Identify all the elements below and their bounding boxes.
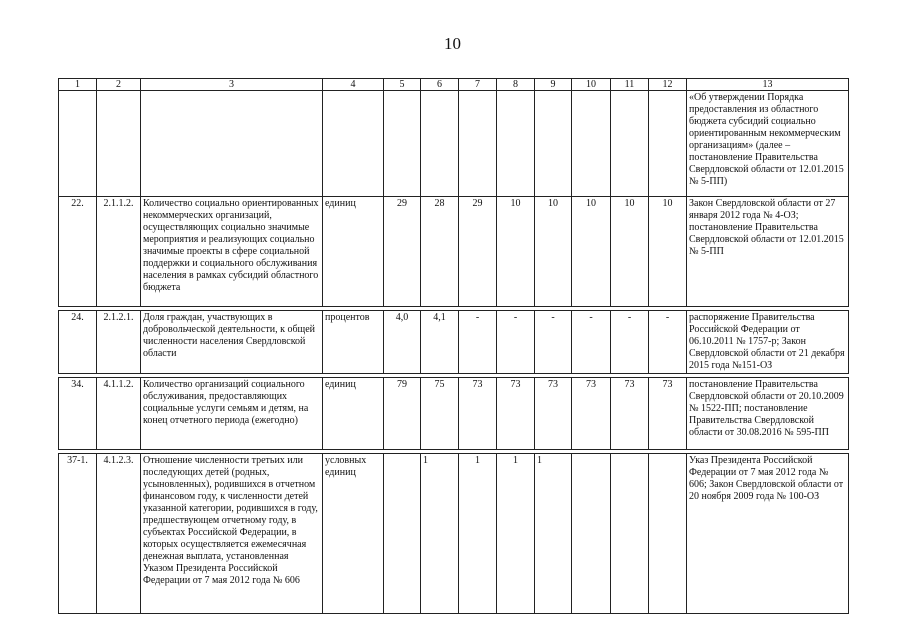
table-cell: 29 — [384, 197, 421, 307]
table-cell: Отношение численности третьих или последующих детей (родных, усыновленных), родившихся в отчетном финансовом году, к численности детей указанной категории, родившихся в году, предшествующем отчетному году, в субъектах Российской Федерации, в которых осуществляется ежемесячная денежная выплата, установленная Указом Президента Российской Федерации от 7 мая 2012 года № 606 — [141, 454, 323, 614]
table-cell: 73 — [572, 378, 611, 450]
table-cell: единиц — [323, 378, 384, 450]
table-cell: 10 — [649, 197, 687, 307]
table-row — [59, 311, 849, 374]
header-cell: 1 — [59, 79, 97, 91]
header-cell: 13 — [687, 79, 849, 91]
header-cell: 5 — [384, 79, 421, 91]
table-cell: 2.1.2.1. — [97, 311, 141, 374]
table-cell: 73 — [497, 378, 535, 450]
table-cell: Количество социально ориентированных некоммерческих организаций, осуществляющих социально значимые мероприятия и реализующих социально значимые проекты в сфере социальной поддержки и социального обслуживания населения в рамках субсидий областного бюджета — [141, 197, 323, 307]
table-cell: 10 — [611, 197, 649, 307]
header-cell: 2 — [97, 79, 141, 91]
table-cell: 10 — [572, 197, 611, 307]
header-cell: 11 — [611, 79, 649, 91]
table-cell — [141, 91, 323, 197]
table-cell: процентов — [323, 311, 384, 374]
table-cell: - — [649, 311, 687, 374]
table-cell — [459, 91, 497, 197]
header-cell: 4 — [323, 79, 384, 91]
table-cell: 4.1.2.3. — [97, 454, 141, 614]
table-cell: 1 — [497, 454, 535, 614]
table-cell: 79 — [384, 378, 421, 450]
header-cell: 9 — [535, 79, 572, 91]
table-cell — [421, 91, 459, 197]
table-cell — [611, 91, 649, 197]
table-cell: 4,0 — [384, 311, 421, 374]
table-cell — [384, 91, 421, 197]
table-cell: 73 — [459, 378, 497, 450]
table-cell: 24. — [59, 311, 97, 374]
table-cell: - — [611, 311, 649, 374]
table-cell — [572, 91, 611, 197]
header-cell: 10 — [572, 79, 611, 91]
table-cell: 29 — [459, 197, 497, 307]
table-row — [59, 454, 849, 614]
table-cell: - — [535, 311, 572, 374]
table-cell: 4,1 — [421, 311, 459, 374]
table-cell: - — [459, 311, 497, 374]
table-cell: 1 — [459, 454, 497, 614]
table-cell: единиц — [323, 197, 384, 307]
table-cell: 1 — [535, 454, 572, 614]
table-cell — [384, 454, 421, 614]
table-cell — [649, 91, 687, 197]
table-cell — [97, 91, 141, 197]
table-cell: - — [497, 311, 535, 374]
table-cell: постановление Правительства Свердловской области от 20.10.2009 № 1522-ПП; постановление Правительства Свердловской области от 30.08.2016 № 595-ПП — [687, 378, 849, 450]
table-cell: 1 — [421, 454, 459, 614]
table-cell — [649, 454, 687, 614]
table-cell — [59, 91, 97, 197]
table-cell — [572, 454, 611, 614]
table-cell: условных единиц — [323, 454, 384, 614]
table-cell: Количество организаций социального обслуживания, предоставляющих социальные услуги семьям и детям, на конец отчетного периода (ежегодно) — [141, 378, 323, 450]
page-number: 10 — [444, 34, 461, 53]
table-cell: - — [572, 311, 611, 374]
table-cell: Закон Свердловской области от 27 января 2012 года № 4-ОЗ; постановление Правительства Свердловской области от 12.01.2015 № 5-ПП — [687, 197, 849, 307]
table-cell — [323, 91, 384, 197]
table-cell: 28 — [421, 197, 459, 307]
indicators-table — [58, 78, 849, 614]
table-cell: 4.1.1.2. — [97, 378, 141, 450]
table-cell: распоряжение Правительства Российской Федерации от 06.10.2011 № 1757-р; Закон Свердловской области от 21 декабря 2015 года №151-ОЗ — [687, 311, 849, 374]
table-row — [59, 197, 849, 307]
table-cell: 34. — [59, 378, 97, 450]
table-cell: 73 — [611, 378, 649, 450]
table-cell: «Об утверждении Порядка предоставления из областного бюджета субсидий социально ориентированным некоммерческим организациям» (далее – постановление Правительства Свердловской области от 12.01.2015 № 5-ПП) — [687, 91, 849, 197]
table-row — [59, 378, 849, 450]
table-cell: 10 — [535, 197, 572, 307]
table-cell: 73 — [649, 378, 687, 450]
table-cell — [497, 91, 535, 197]
header-cell: 3 — [141, 79, 323, 91]
table-cell — [611, 454, 649, 614]
table-cell — [535, 91, 572, 197]
header-cell: 8 — [497, 79, 535, 91]
indicators-table-wrapper — [58, 78, 848, 614]
table-cell: 37-1. — [59, 454, 97, 614]
header-cell: 12 — [649, 79, 687, 91]
table-cell: Указ Президента Российской Федерации от 7 мая 2012 года № 606; Закон Свердловской области от 20 ноября 2009 года № 100-ОЗ — [687, 454, 849, 614]
table-cell: 2.1.1.2. — [97, 197, 141, 307]
table-cell: 73 — [535, 378, 572, 450]
table-row — [59, 91, 849, 197]
table-cell: 75 — [421, 378, 459, 450]
header-cell: 7 — [459, 79, 497, 91]
header-row — [59, 79, 849, 91]
table-cell: 10 — [497, 197, 535, 307]
header-cell: 6 — [421, 79, 459, 91]
table-cell: Доля граждан, участвующих в добровольческой деятельности, к общей численности населения Свердловской области — [141, 311, 323, 374]
table-cell: 22. — [59, 197, 97, 307]
